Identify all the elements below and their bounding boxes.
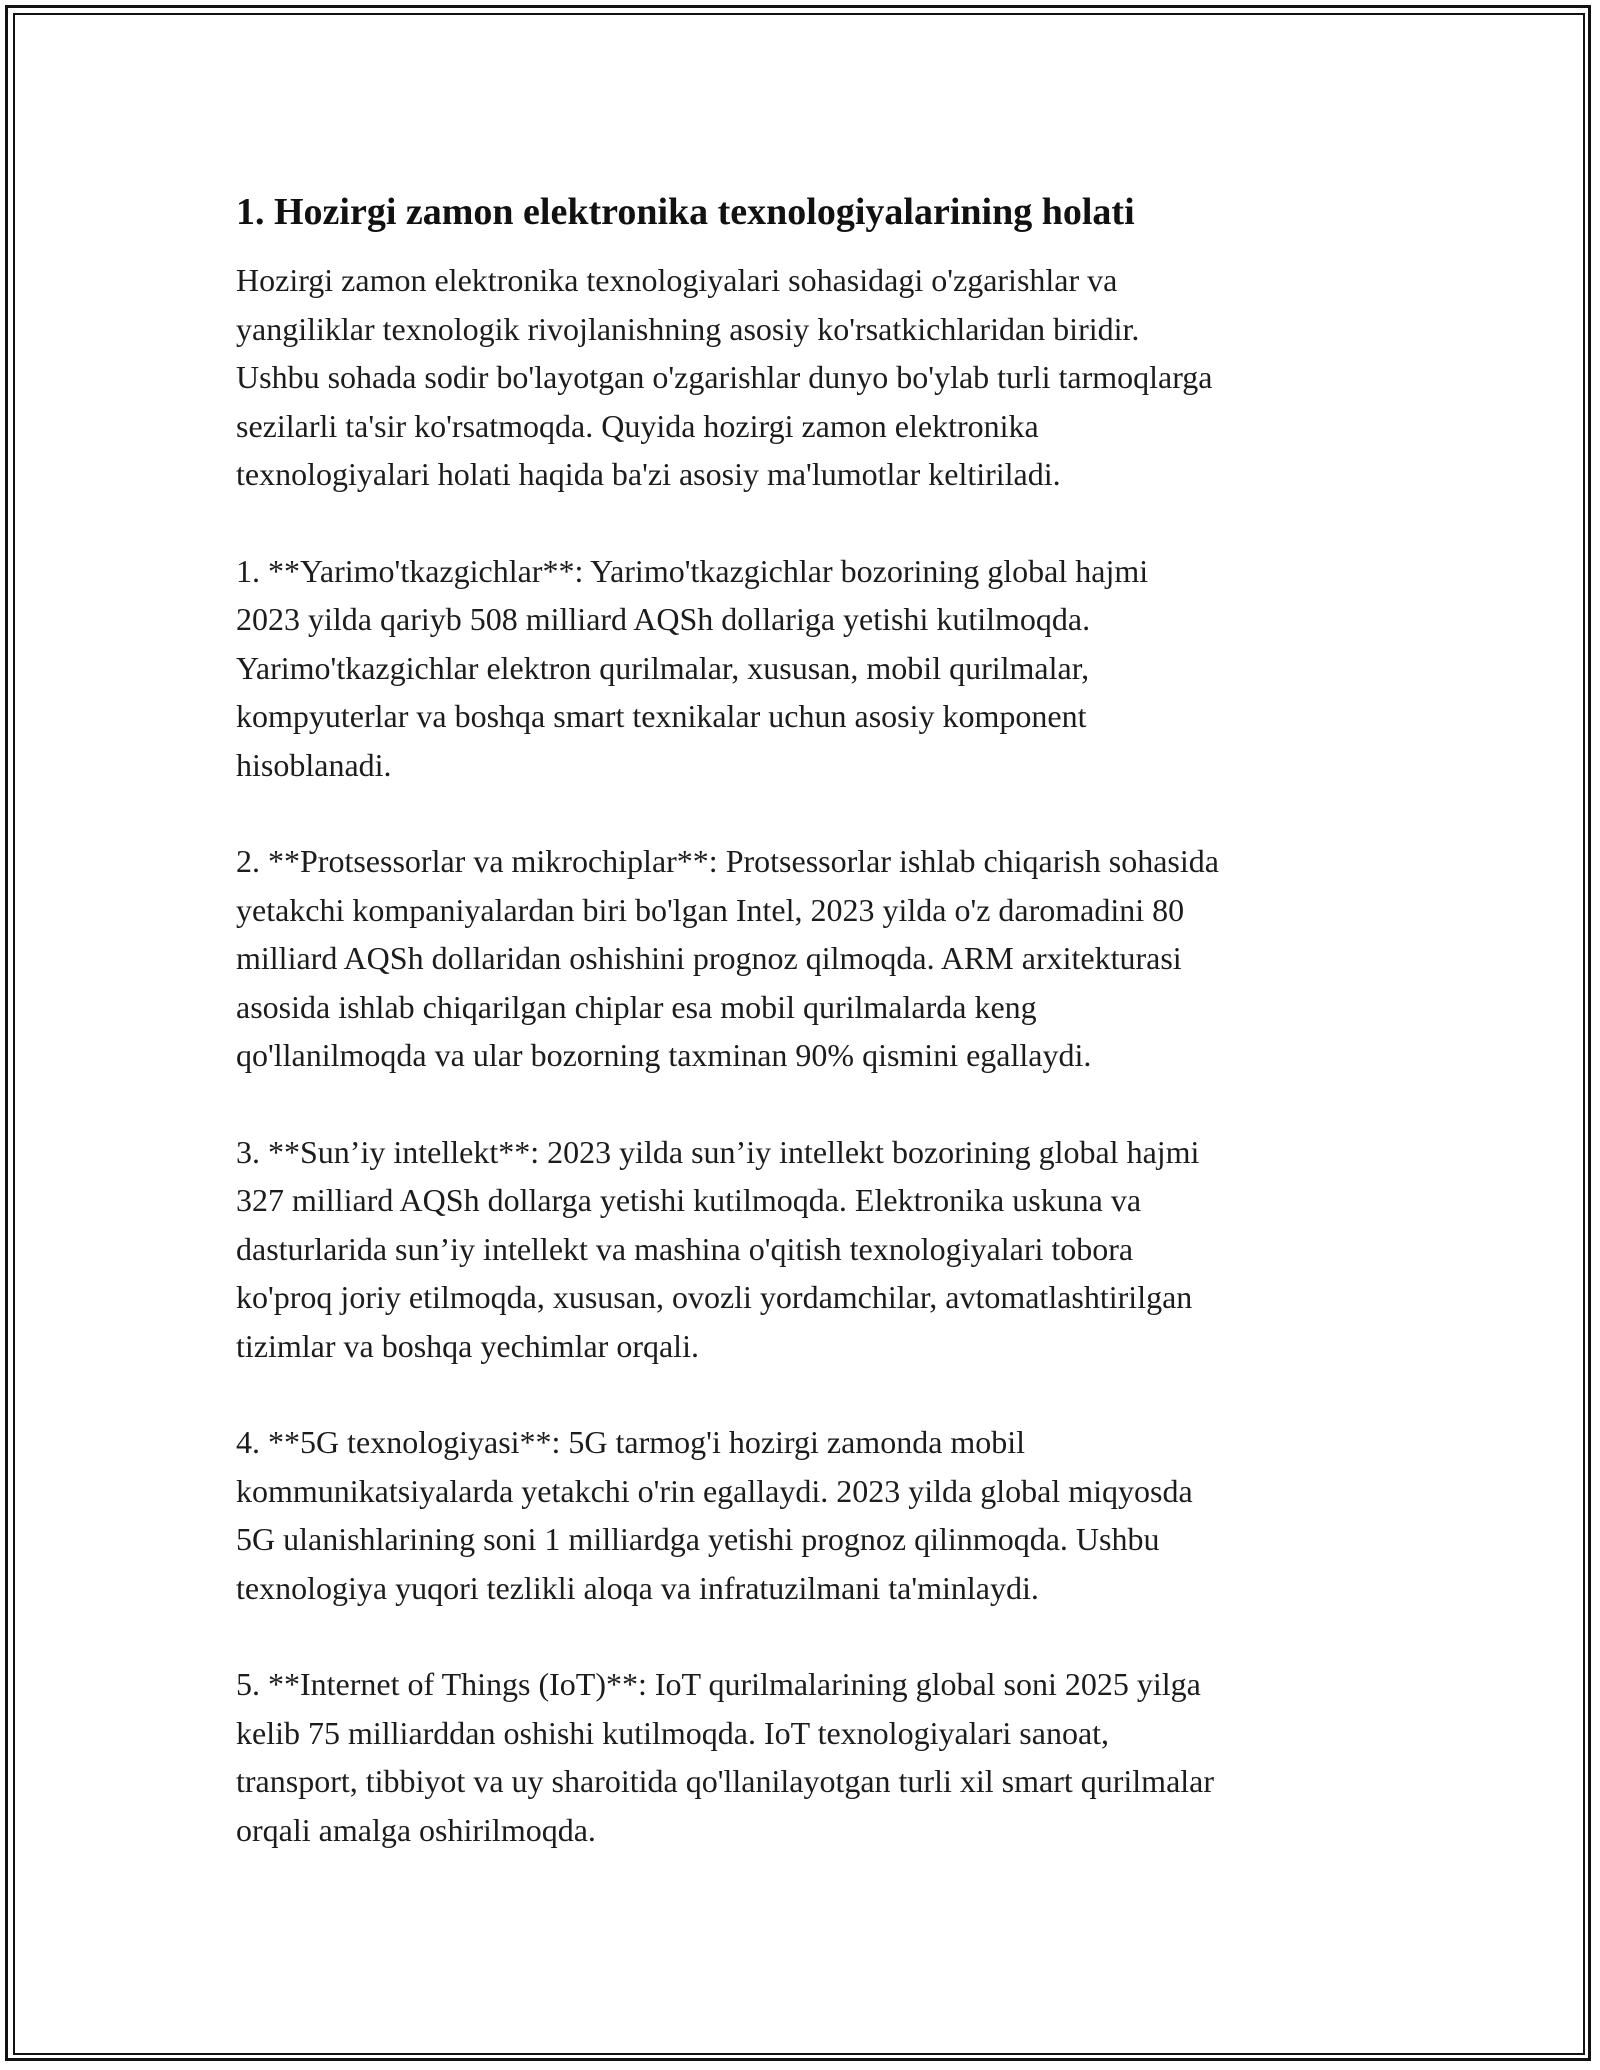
paragraph-processors — [236, 837, 1386, 1080]
paragraph-semiconductors — [236, 547, 1386, 790]
paragraph-line: transport, tibbiyot va uy sharoitida qo'llanilayotgan turli xil smart qurilmalar — [236, 1763, 1215, 1799]
paragraph-line: 2. **Protsessorlar va mikrochiplar**: Protsessorlar ishlab chiqarish sohasida — [236, 843, 1219, 879]
paragraph-line: kompyuterlar va boshqa smart texnikalar uchun asosiy komponent — [236, 698, 1087, 734]
paragraph-line: sezilarli ta'sir ko'rsatmoqda. Quyida hozirgi zamon elektronika — [236, 407, 1039, 444]
paragraph-line: 4. **5G texnologiyasi**: 5G tarmog'i hozirgi zamonda mobil — [236, 1424, 1026, 1460]
paragraph-iot — [236, 1660, 1386, 1854]
paragraph-line: Yarimo'tkazgichlar elektron qurilmalar, xususan, mobil qurilmalar, — [236, 649, 1090, 686]
paragraph-line: yetakchi kompaniyalardan biri bo'lgan Intel, 2023 yilda o'z daromadini 80 — [236, 891, 1185, 928]
paragraph-line: kelib 75 milliarddan oshishi kutilmoqda. IoT texnologiyalari sanoat, — [236, 1714, 1110, 1751]
document-title: 1. Hozirgi zamon elektronika texnologiyalarining holati — [236, 191, 1135, 233]
paragraph-line: asosida ishlab chiqarilgan chiplar esa mobil qurilmalarda keng — [236, 988, 1037, 1025]
paragraph-line: hisoblanadi. — [236, 746, 392, 783]
paragraph-line: 3. **Sun’iy intellekt**: 2023 yilda sun’iy intellekt bozorining global hajmi — [236, 1133, 1200, 1170]
document-body — [236, 186, 1386, 1902]
paragraph-5g — [236, 1418, 1386, 1612]
paragraph-line: Ushbu sohada sodir bo'layotgan o'zgarishlar dunyo bo'ylab turli tarmoqlarga — [236, 359, 1213, 395]
paragraph-line: texnologiyalari holati haqida ba'zi asosiy ma'lumotlar keltiriladi. — [236, 456, 1061, 492]
paragraph-line: 5G ulanishlarining soni 1 milliardga yetishi prognoz qilinmoqda. Ushbu — [236, 1521, 1160, 1557]
paragraph-line: Hozirgi zamon elektronika texnologiyalari sohasidagi o'zgarishlar va — [236, 262, 1118, 298]
paragraph-ai — [236, 1128, 1386, 1371]
paragraph-line: texnologiya yuqori tezlikli aloqa va infratuzilmani ta'minlaydi. — [236, 1569, 1039, 1606]
paragraph-line: tizimlar va boshqa yechimlar orqali. — [236, 1327, 699, 1364]
paragraph-line: dasturlarida sun’iy intellekt va mashina o'qitish texnologiyalari tobora — [236, 1230, 1134, 1267]
paragraph-line: ko'proq joriy etilmoqda, xususan, ovozli yordamchilar, avtomatlashtirilgan — [236, 1279, 1193, 1315]
paragraph-line: 1. **Yarimo'tkazgichlar**: Yarimo'tkazgichlar bozorining global hajmi — [236, 552, 1149, 589]
paragraph-line: 2023 yilda qariyb 508 milliard AQSh dollariga yetishi kutilmoqda. — [236, 601, 1091, 637]
paragraph-line: orqali amalga oshirilmoqda. — [236, 1811, 596, 1848]
paragraph-line: milliard AQSh dollaridan oshishini prognoz qilmoqda. ARM arxitekturasi — [236, 940, 1182, 976]
paragraph-line: yangiliklar texnologik rivojlanishning asosiy ko'rsatkichlaridan biridir. — [236, 310, 1140, 347]
paragraph-line: qo'llanilmoqda va ular bozorning taxminan 90% qismini egallaydi. — [236, 1037, 1092, 1073]
paragraph-line: 327 milliard AQSh dollarga yetishi kutilmoqda. Elektronika uskuna va — [236, 1182, 1142, 1218]
paragraph-line: kommunikatsiyalarda yetakchi o'rin egallaydi. 2023 yilda global miqyosda — [236, 1472, 1193, 1509]
paragraph-line: 5. **Internet of Things (IoT)**: IoT qurilmalarining global soni 2025 yilga — [236, 1666, 1201, 1702]
paragraph-intro — [236, 256, 1386, 499]
